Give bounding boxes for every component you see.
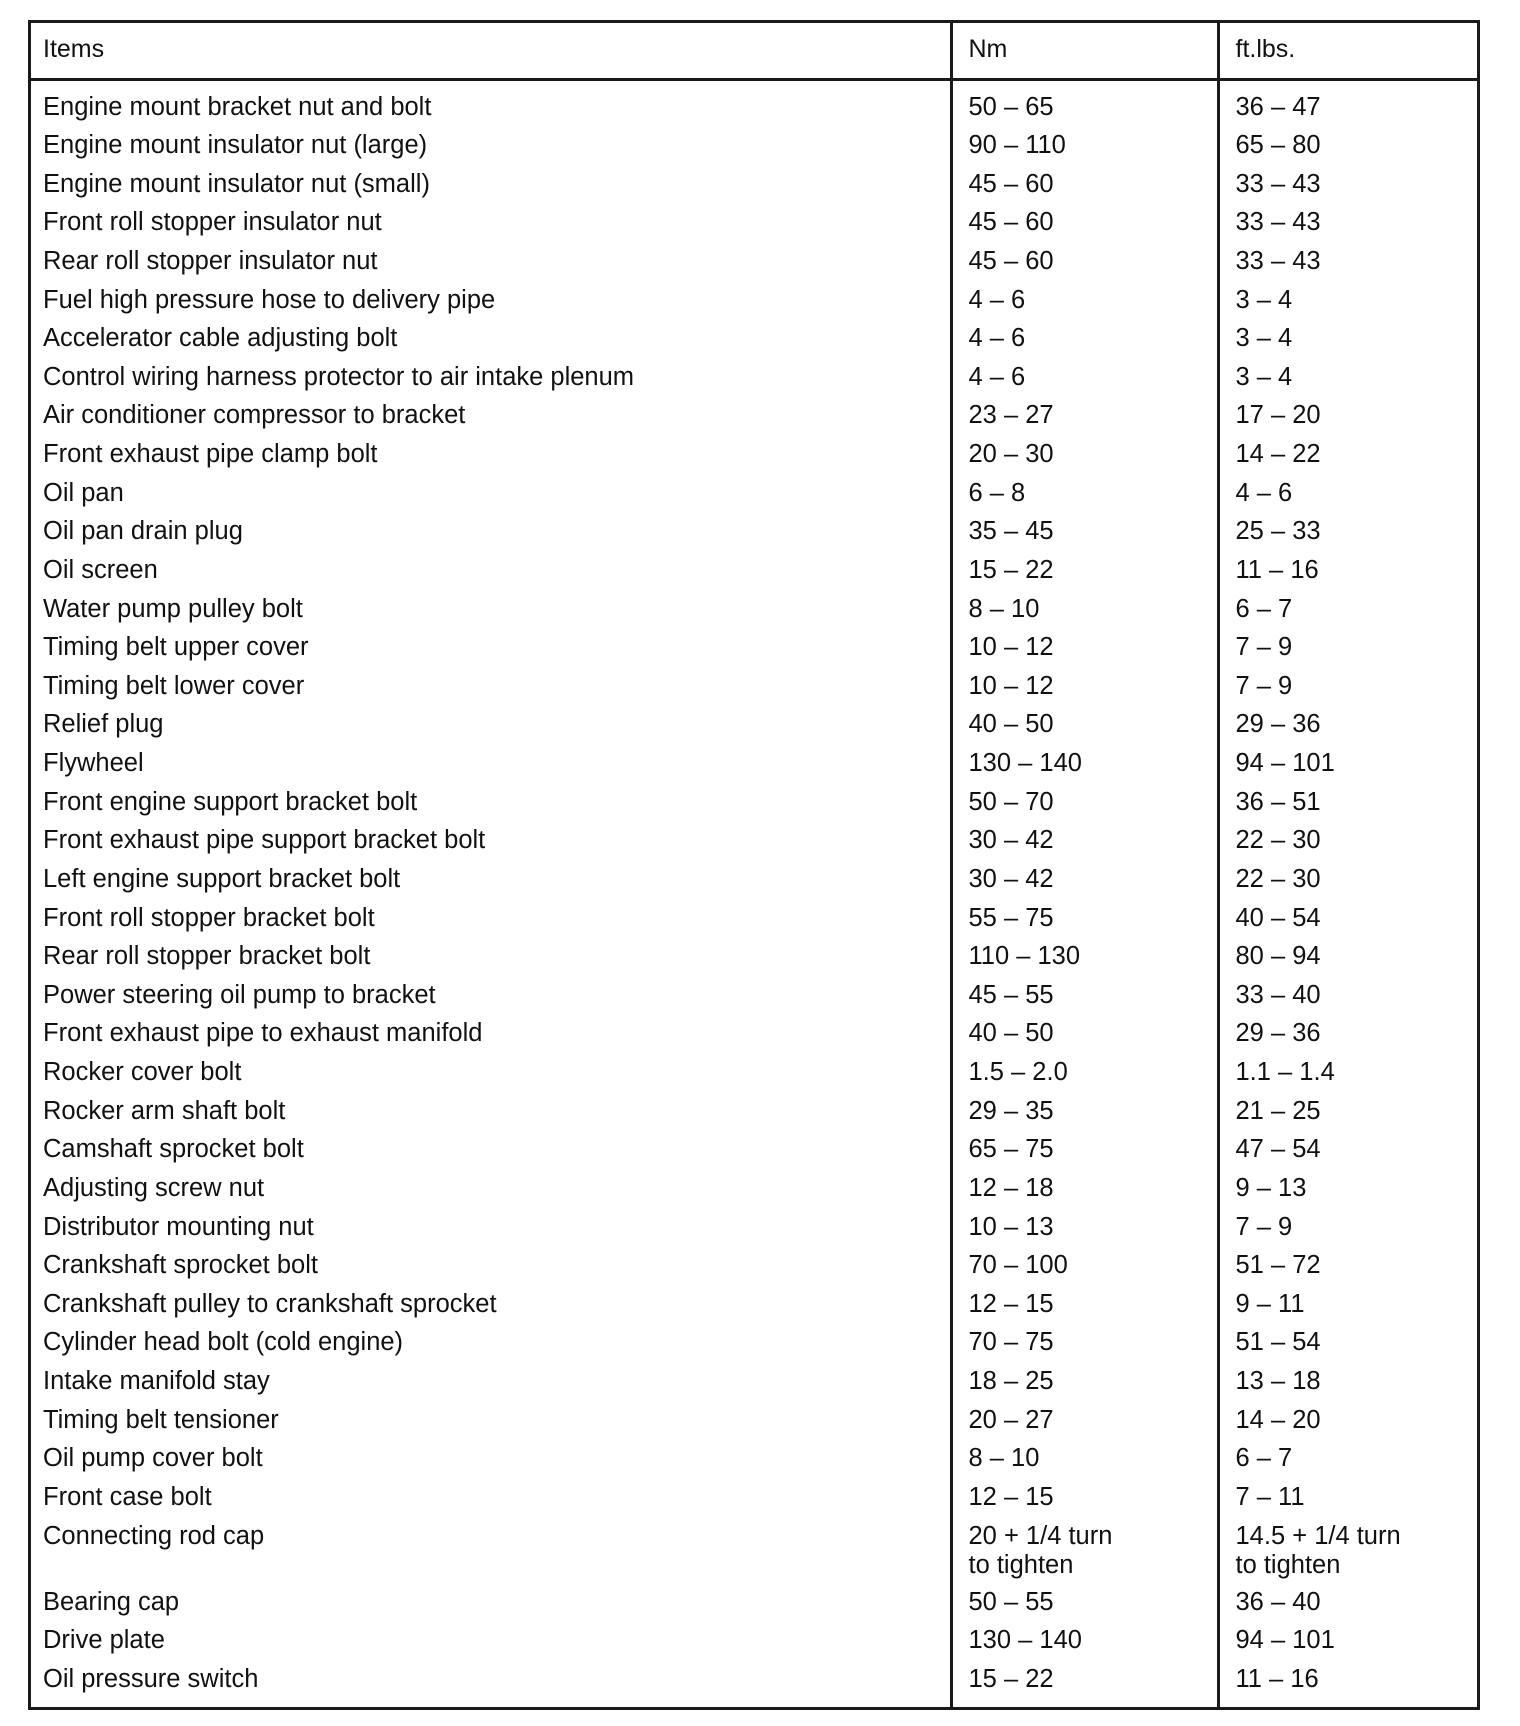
- cell-nm: 20 – 30: [951, 436, 1218, 475]
- table-row: [31, 552, 1477, 591]
- cell-nm: 45 – 60: [951, 166, 1218, 205]
- cell-ftlbs: 14 – 22: [1218, 436, 1477, 475]
- cell-nm: 110 – 130: [951, 938, 1218, 977]
- cell-nm: 130 – 140: [951, 1622, 1218, 1661]
- table-row: [31, 1363, 1477, 1402]
- table-row: [31, 668, 1477, 707]
- table-row: [31, 1518, 1477, 1584]
- cell-ftlbs: 40 – 54: [1218, 900, 1477, 939]
- cell-ftlbs: 9 – 11: [1218, 1286, 1477, 1325]
- cell-item: Engine mount bracket nut and bolt: [43, 92, 432, 121]
- table-body: [31, 79, 1477, 1707]
- cell-ftlbs: 22 – 30: [1218, 822, 1477, 861]
- cell-ftlbs: 6 – 7: [1218, 591, 1477, 630]
- cell-ftlbs: 3 – 4: [1218, 359, 1477, 398]
- cell-item: Water pump pulley bolt: [43, 594, 303, 623]
- header-nm: Nm: [951, 23, 1218, 79]
- cell-ftlbs: 3 – 4: [1218, 320, 1477, 359]
- cell-item: Engine mount insulator nut (small): [43, 169, 430, 198]
- cell-nm: 50 – 65: [951, 79, 1218, 127]
- table-row: [31, 1440, 1477, 1479]
- cell-ftlbs: 47 – 54: [1218, 1131, 1477, 1170]
- cell-nm: 90 – 110: [951, 127, 1218, 166]
- cell-item: Air conditioner compressor to bracket: [43, 401, 466, 430]
- cell-ftlbs: 7 – 11: [1218, 1479, 1477, 1518]
- cell-item: Rocker cover bolt: [43, 1058, 242, 1087]
- cell-item: Relief plug: [43, 710, 164, 739]
- cell-ftlbs: 33 – 43: [1218, 204, 1477, 243]
- table-row: [31, 591, 1477, 630]
- cell-item: Rear roll stopper bracket bolt: [43, 942, 371, 971]
- cell-item: Rocker arm shaft bolt: [43, 1096, 286, 1125]
- table-row: [31, 1170, 1477, 1209]
- cell-ftlbs: 6 – 7: [1218, 1440, 1477, 1479]
- cell-nm: 70 – 75: [951, 1324, 1218, 1363]
- cell-nm: 50 – 70: [951, 784, 1218, 823]
- cell-nm: 20 + 1/4 turn to tighten: [951, 1518, 1218, 1584]
- cell-ftlbs: 7 – 9: [1218, 629, 1477, 668]
- cell-nm: 8 – 10: [951, 1440, 1218, 1479]
- cell-ftlbs: 21 – 25: [1218, 1093, 1477, 1132]
- table-row: [31, 1247, 1477, 1286]
- cell-nm: 15 – 22: [951, 1661, 1218, 1707]
- cell-nm: 10 – 13: [951, 1209, 1218, 1248]
- cell-ftlbs: 3 – 4: [1218, 282, 1477, 321]
- cell-item: Intake manifold stay: [43, 1367, 270, 1396]
- cell-item: Front case bolt: [43, 1482, 212, 1511]
- table-row: [31, 900, 1477, 939]
- cell-nm: 12 – 15: [951, 1286, 1218, 1325]
- table-row: [31, 1209, 1477, 1248]
- table-row: [31, 822, 1477, 861]
- cell-ftlbs: 14.5 + 1/4 turn to tighten: [1218, 1518, 1477, 1584]
- cell-item: Accelerator cable adjusting bolt: [43, 324, 398, 353]
- cell-item: Rear roll stopper insulator nut: [43, 246, 378, 275]
- table-row: [31, 745, 1477, 784]
- cell-ftlbs: 33 – 43: [1218, 166, 1477, 205]
- cell-nm: 23 – 27: [951, 397, 1218, 436]
- cell-ftlbs: 33 – 40: [1218, 977, 1477, 1016]
- table-row: [31, 1054, 1477, 1093]
- cell-item: Camshaft sprocket bolt: [43, 1135, 304, 1164]
- cell-item: Front exhaust pipe support bracket bolt: [43, 826, 486, 855]
- cell-ftlbs: 17 – 20: [1218, 397, 1477, 436]
- cell-nm: 55 – 75: [951, 900, 1218, 939]
- cell-nm: 10 – 12: [951, 629, 1218, 668]
- cell-item: Front exhaust pipe to exhaust manifold: [43, 1019, 483, 1048]
- cell-nm: 15 – 22: [951, 552, 1218, 591]
- cell-nm: 6 – 8: [951, 475, 1218, 514]
- cell-item: Drive plate: [43, 1626, 165, 1655]
- cell-nm: 10 – 12: [951, 668, 1218, 707]
- cell-nm: 20 – 27: [951, 1402, 1218, 1441]
- table-row: [31, 784, 1477, 823]
- cell-item: Crankshaft pulley to crankshaft sprocket: [43, 1289, 497, 1318]
- cell-ftlbs: 94 – 101: [1218, 1622, 1477, 1661]
- cell-nm: 4 – 6: [951, 359, 1218, 398]
- cell-nm: 4 – 6: [951, 282, 1218, 321]
- cell-item: Timing belt upper cover: [43, 633, 309, 662]
- cell-ftlbs: 29 – 36: [1218, 1015, 1477, 1054]
- cell-item: Adjusting screw nut: [43, 1173, 265, 1202]
- cell-nm: 18 – 25: [951, 1363, 1218, 1402]
- cell-item: Oil pan drain plug: [43, 517, 243, 546]
- cell-item: Distributor mounting nut: [43, 1212, 314, 1241]
- table-row: [31, 79, 1477, 127]
- cell-item: Oil pan: [43, 478, 124, 507]
- cell-ftlbs: 4 – 6: [1218, 475, 1477, 514]
- cell-ftlbs: 33 – 43: [1218, 243, 1477, 282]
- cell-ftlbs: 13 – 18: [1218, 1363, 1477, 1402]
- cell-item: Flywheel: [43, 749, 144, 778]
- cell-ftlbs: 80 – 94: [1218, 938, 1477, 977]
- cell-nm: 12 – 15: [951, 1479, 1218, 1518]
- cell-item: Oil pump cover bolt: [43, 1444, 263, 1473]
- cell-ftlbs: 7 – 9: [1218, 1209, 1477, 1248]
- table-row: [31, 513, 1477, 552]
- table-row: [31, 861, 1477, 900]
- cell-item: Front engine support bracket bolt: [43, 787, 418, 816]
- cell-ftlbs: 25 – 33: [1218, 513, 1477, 552]
- cell-nm: 40 – 50: [951, 1015, 1218, 1054]
- cell-item: Bearing cap: [43, 1587, 180, 1616]
- cell-ftlbs: 51 – 54: [1218, 1324, 1477, 1363]
- cell-nm: 30 – 42: [951, 861, 1218, 900]
- table-row: [31, 243, 1477, 282]
- cell-item: Timing belt tensioner: [43, 1405, 279, 1434]
- cell-item: Oil pressure switch: [43, 1664, 259, 1693]
- cell-ftlbs: 36 – 40: [1218, 1584, 1477, 1623]
- cell-nm: 45 – 55: [951, 977, 1218, 1016]
- table-row: [31, 938, 1477, 977]
- cell-ftlbs: 11 – 16: [1218, 552, 1477, 591]
- cell-item: Fuel high pressure hose to delivery pipe: [43, 285, 496, 314]
- cell-ftlbs: 36 – 47: [1218, 79, 1477, 127]
- table-row: [31, 1402, 1477, 1441]
- table-row: [31, 397, 1477, 436]
- cell-ftlbs: 36 – 51: [1218, 784, 1477, 823]
- table-row: [31, 1015, 1477, 1054]
- cell-item: Power steering oil pump to bracket: [43, 980, 436, 1009]
- table-row: [31, 475, 1477, 514]
- cell-ftlbs: 7 – 9: [1218, 668, 1477, 707]
- cell-nm: 50 – 55: [951, 1584, 1218, 1623]
- table-row: [31, 1479, 1477, 1518]
- cell-item: Front exhaust pipe clamp bolt: [43, 440, 378, 469]
- table-row: [31, 166, 1477, 205]
- cell-ftlbs: 51 – 72: [1218, 1247, 1477, 1286]
- cell-nm: 70 – 100: [951, 1247, 1218, 1286]
- table-row: [31, 1286, 1477, 1325]
- cell-item: Front roll stopper insulator nut: [43, 208, 382, 237]
- cell-ftlbs: 22 – 30: [1218, 861, 1477, 900]
- cell-item: Control wiring harness protector to air intake plenum: [43, 362, 635, 391]
- cell-item: Timing belt lower cover: [43, 671, 305, 700]
- cell-nm: 130 – 140: [951, 745, 1218, 784]
- table-row: [31, 320, 1477, 359]
- table-row: [31, 1661, 1477, 1707]
- cell-ftlbs: 65 – 80: [1218, 127, 1477, 166]
- cell-nm: 45 – 60: [951, 243, 1218, 282]
- cell-nm: 35 – 45: [951, 513, 1218, 552]
- cell-item: Connecting rod cap: [43, 1521, 265, 1550]
- cell-ftlbs: 9 – 13: [1218, 1170, 1477, 1209]
- table-row: [31, 1093, 1477, 1132]
- table-row: [31, 204, 1477, 243]
- cell-ftlbs: 11 – 16: [1218, 1661, 1477, 1707]
- table-row: [31, 127, 1477, 166]
- cell-ftlbs: 14 – 20: [1218, 1402, 1477, 1441]
- torque-spec-table: [31, 23, 1477, 1707]
- table-row: [31, 1584, 1477, 1623]
- table-row: [31, 629, 1477, 668]
- cell-item: Oil screen: [43, 555, 158, 584]
- table-row: [31, 1131, 1477, 1170]
- table-row: [31, 977, 1477, 1016]
- cell-ftlbs: 94 – 101: [1218, 745, 1477, 784]
- table-row: [31, 359, 1477, 398]
- cell-item: Left engine support bracket bolt: [43, 864, 401, 893]
- table-header-row: [31, 23, 1477, 79]
- table-row: [31, 1622, 1477, 1661]
- cell-item: Cylinder head bolt (cold engine): [43, 1328, 404, 1357]
- cell-nm: 4 – 6: [951, 320, 1218, 359]
- table-row: [31, 436, 1477, 475]
- cell-ftlbs: 1.1 – 1.4: [1218, 1054, 1477, 1093]
- cell-item: Crankshaft sprocket bolt: [43, 1251, 318, 1280]
- cell-item: Engine mount insulator nut (large): [43, 131, 428, 160]
- cell-nm: 12 – 18: [951, 1170, 1218, 1209]
- cell-nm: 1.5 – 2.0: [951, 1054, 1218, 1093]
- table-row: [31, 1324, 1477, 1363]
- torque-spec-sheet: [28, 20, 1480, 1710]
- cell-nm: 8 – 10: [951, 591, 1218, 630]
- cell-nm: 29 – 35: [951, 1093, 1218, 1132]
- table-row: [31, 706, 1477, 745]
- cell-nm: 40 – 50: [951, 706, 1218, 745]
- cell-nm: 65 – 75: [951, 1131, 1218, 1170]
- cell-ftlbs: 29 – 36: [1218, 706, 1477, 745]
- header-items: Items: [31, 23, 951, 79]
- cell-nm: 45 – 60: [951, 204, 1218, 243]
- cell-item: Front roll stopper bracket bolt: [43, 903, 375, 932]
- header-ftlbs: ft.lbs.: [1218, 23, 1477, 79]
- table-row: [31, 282, 1477, 321]
- cell-nm: 30 – 42: [951, 822, 1218, 861]
